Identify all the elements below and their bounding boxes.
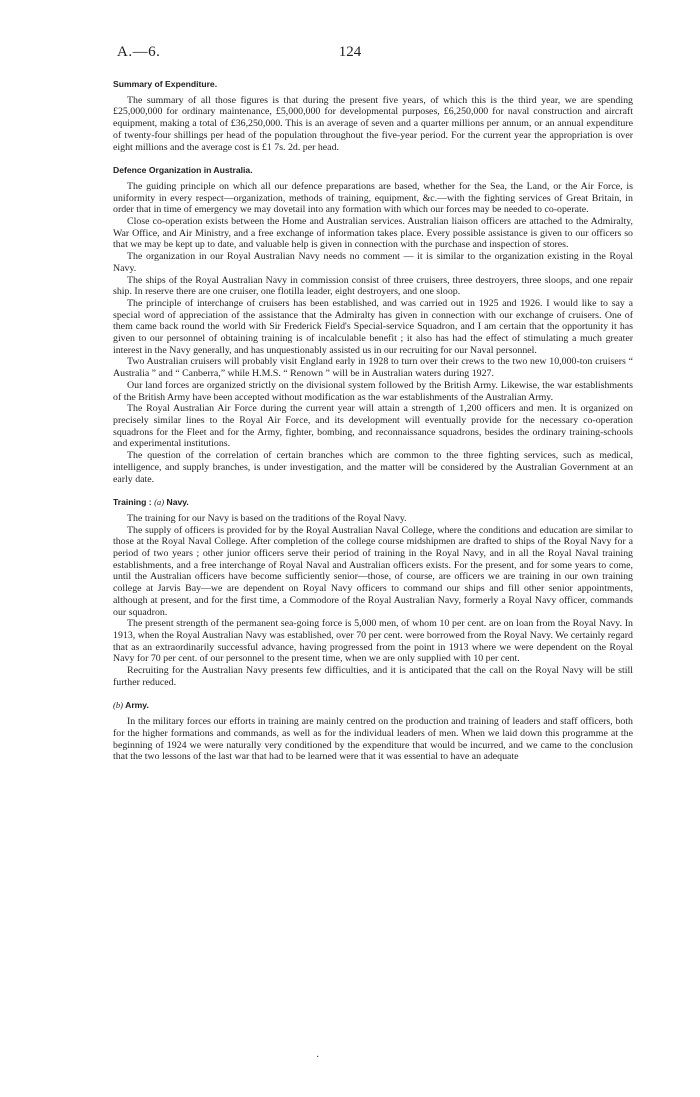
document-body bbox=[113, 79, 633, 763]
heading-prefix: Training : bbox=[113, 497, 152, 508]
footer-mark: · bbox=[316, 1052, 320, 1063]
page-number: 124 bbox=[338, 44, 362, 60]
paragraph: The guiding principle on which all our defence preparations are based, whether for the Sea, the Land, or the Air Force, is uniformity in every respect—organization, methods of training, equipment, &c.—with the fighting services of Great Britain, in order that in time of emergency we may dovetail into any formation with which our forces may be needed to co-operate. bbox=[113, 180, 633, 216]
paragraph: The supply of officers is provided for by the Royal Australian Naval College, where the conditions and education are similar to those at the Royal Naval College. After completion of the college course midshipmen are drafted to ships of the Royal Navy for a period of two years ; other junior officers serve their period of training in the Royal Navy, and in all the Royal Naval training establishments, and a free interchange of Royal Naval and Australian officers exists. For the present, and for some years to come, until the Australian officers have become sufficiently senior—those, of course, are officers we are training in our own training college at Jarvis Bay—we are dependent on Royal Navy officers to command our ships and fill other senior appointments, although at present, and for the first time, a Commodore of the Royal Australian Navy, formerly a Royal Navy officer, commands our squadron. bbox=[113, 524, 633, 618]
paragraph: Recruiting for the Australian Navy presents few difficulties, and it is anticipated that the call on the Royal Navy will be still further reduced. bbox=[113, 665, 633, 688]
paragraph: The summary of all those figures is that during the present five years, of which this is the third year, we are spending £25,000,000 for ordinary maintenance, £5,000,000 for developmental purposes, £6,250,000 for naval construction and aircraft equipment, making a total of £36,250,000. This is an average of seven and a quarter millions per annum, or an annual expenditure of twenty-four shillings per head of the population throughout the five-year period. For the current year the appropriation is over eight millions and the average cost is £1 7s. 2d. per head. bbox=[113, 94, 633, 153]
paragraph: In the military forces our efforts in training are mainly centred on the production and training of leaders and staff officers, both for the higher formations and commands, as well as for the individual leaders of men. When we laid down this programme at the beginning of 1924 we were naturally very conditioned by the expenditure that would be incurred, and we came to the conclusion that the two lessons of the last war that had to be learned were that it was essential to have an adequate bbox=[113, 716, 633, 763]
paragraph: The principle of interchange of cruisers has been established, and was carried out in 1925 and 1926. I would like to say a special word of appreciation of the assistance that the Admiralty has given in connection with our exchange of cruisers. One of them came back round the world with Sir Frederick Field's Special-service Squadron, and I am certain that the opportunity it has given to our personnel of obtaining training is of incalculable benefit ; it also has had the effect of stimulating a much greater interest in the Navy generally, and has unquestionably assisted us in our recruiting for our Naval personnel. bbox=[113, 297, 633, 356]
heading-marker: (a) bbox=[154, 497, 165, 508]
paragraph: Two Australian cruisers will probably visit England early in 1928 to turn over their crews to the two new 10,000-ton cruisers “ Australia ” and “ Canberra,” while H.M.S. “ Renown ” will be in Australian waters during 1927. bbox=[113, 356, 633, 380]
document-reference: A.—6. bbox=[117, 44, 161, 60]
paragraph: The question of the correlation of certain branches which are common to the three fighting services, such as medical, intelligence, and supply branches, is under investigation, and the matter will be considered by the Australian Government at an early date. bbox=[113, 450, 633, 485]
heading-rest: Navy. bbox=[166, 497, 189, 508]
section-heading-training-navy bbox=[113, 497, 633, 509]
heading-rest: Army. bbox=[125, 700, 149, 711]
paragraph: The ships of the Royal Australian Navy in commission consist of three cruisers, three destroyers, three sloops, and one repair ship. In reserve there are one cruiser, one flotilla leader, eight destroyers, and one sloop. bbox=[113, 274, 633, 298]
paragraph: Close co-operation exists between the Home and Australian services. Australian liaison officers are attached to the Admiralty, War Office, and Air Ministry, and a free exchange of information takes place. Every possible assistance is given to our officers so that we may be kept up to date, and valuable help is given in connection with the purchase and inspection of stores. bbox=[113, 216, 633, 251]
paragraph: The present strength of the permanent sea-going force is 5,000 men, of whom 10 per cent. are on loan from the Royal Navy. In 1913, when the Royal Australian Navy was established, over 70 per cent. were borrowed from the Royal Navy. We certainly regard that as an extraordinarily successful advance, having progressed from the point in 1913 where we were dependent on the Royal Navy for 70 per cent. of our personnel to the present time, when we are only supplied with 10 per cent. bbox=[113, 618, 633, 665]
paragraph: The Royal Australian Air Force during the current year will attain a strength of 1,200 officers and men. It is organized on precisely similar lines to the Royal Air Force, and its development will eventually provide for the necessary co-operation squadrons for the Fleet and for the Army, fighter, bombing, and reconnaissance squadrons, besides the ordinary training-schools and experimental institutions. bbox=[113, 403, 633, 450]
section-heading-army bbox=[113, 700, 633, 712]
section-heading-summary: Summary of Expenditure. bbox=[113, 79, 218, 89]
paragraph: Our land forces are organized strictly on the divisional system followed by the British Army. Likewise, the war establishments of the British Army have been accepted without modification as the war establishments of the Australian Army. bbox=[113, 379, 633, 403]
paragraph: The organization in our Royal Australian Navy needs no comment — it is similar to the organization existing in the Royal Navy. bbox=[113, 251, 633, 274]
heading-marker: (b) bbox=[113, 700, 124, 711]
section-heading-defence: Defence Organization in Australia. bbox=[113, 165, 253, 176]
paragraph: The training for our Navy is based on the traditions of the Royal Navy. bbox=[127, 512, 407, 524]
